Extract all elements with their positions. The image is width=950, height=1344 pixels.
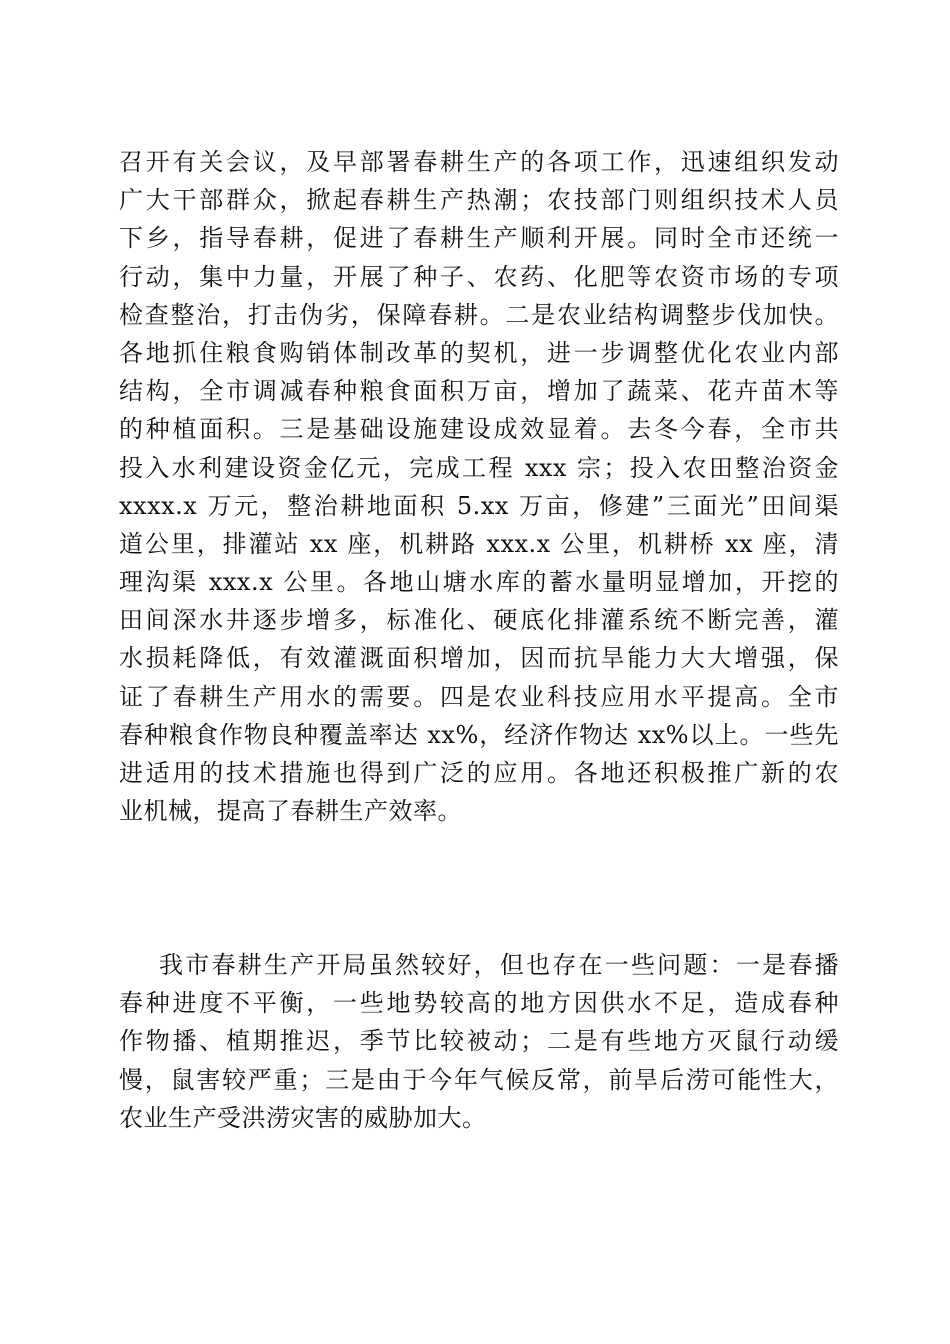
text-line: 春种粮食作物良种覆盖率达 xx%，经济作物达 xx%以上。一些先 — [119, 720, 839, 749]
text-line: 理沟渠 xxx.x 公里。各地山塘水库的蓄水量明显增加，开挖的 — [119, 568, 839, 597]
text-line: 广大干部群众，掀起春耕生产热潮；农技部门则组织技术人员 — [119, 186, 839, 215]
text-line: 春种进度不平衡，一些地势较高的地方因供水不足，造成春种 — [119, 989, 839, 1018]
text-line: 结构，全市调减春种粮食面积万亩，增加了蔬菜、花卉苗木等 — [119, 377, 839, 406]
paragraph-1 — [119, 143, 839, 830]
text-line: 农业生产受洪涝灾害的威胁加大。 — [119, 1103, 487, 1132]
text-line: 检查整治，打击伪劣，保障春耕。二是农业结构调整步伐加快。 — [119, 300, 839, 329]
text-line: 的种植面积。三是基础设施建设成效显着。去冬今春，全市共 — [119, 415, 839, 444]
text-line: 行动，集中力量，开展了种子、农药、化肥等农资市场的专项 — [119, 262, 839, 291]
text-line: 投入水利建设资金亿元，完成工程 xxx 宗；投入农田整治资金 — [119, 453, 839, 482]
text-line: 业机械，提高了春耕生产效率。 — [119, 797, 462, 826]
text-line: 道公里，排灌站 xx 座，机耕路 xxx.x 公里，机耕桥 xx 座，清 — [119, 529, 839, 558]
text-line: xxxx.x 万元，整治耕地面积 5.xx 万亩，修建”三面光”田间渠 — [119, 491, 839, 520]
text-line: 各地抓住粮食购销体制改革的契机，进一步调整优化农业内部 — [119, 338, 839, 367]
text-line: 证了春耕生产用水的需要。四是农业科技应用水平提高。全市 — [119, 682, 839, 711]
text-line: 下乡，指导春耕，促进了春耕生产顺利开展。同时全市还统一 — [119, 224, 839, 253]
text-line: 作物播、植期推迟，季节比较被动；二是有些地方灭鼠行动缓 — [119, 1027, 839, 1056]
paragraph-2 — [119, 946, 839, 1137]
text-line: 慢，鼠害较严重；三是由于今年气候反常，前旱后涝可能性大， — [119, 1065, 839, 1094]
text-line: 水损耗降低，有效灌溉面积增加，因而抗旱能力大大增强，保 — [119, 644, 839, 673]
text-line: 田间深水井逐步增多，标准化、硬底化排灌系统不断完善，灌 — [119, 606, 839, 635]
text-line: 我市春耕生产开局虽然较好，但也存在一些问题：一是春播 — [159, 951, 839, 979]
text-line: 进适用的技术措施也得到广泛的应用。各地还积极推广新的农 — [119, 759, 839, 787]
text-line: 召开有关会议，及早部署春耕生产的各项工作，迅速组织发动 — [119, 148, 839, 176]
